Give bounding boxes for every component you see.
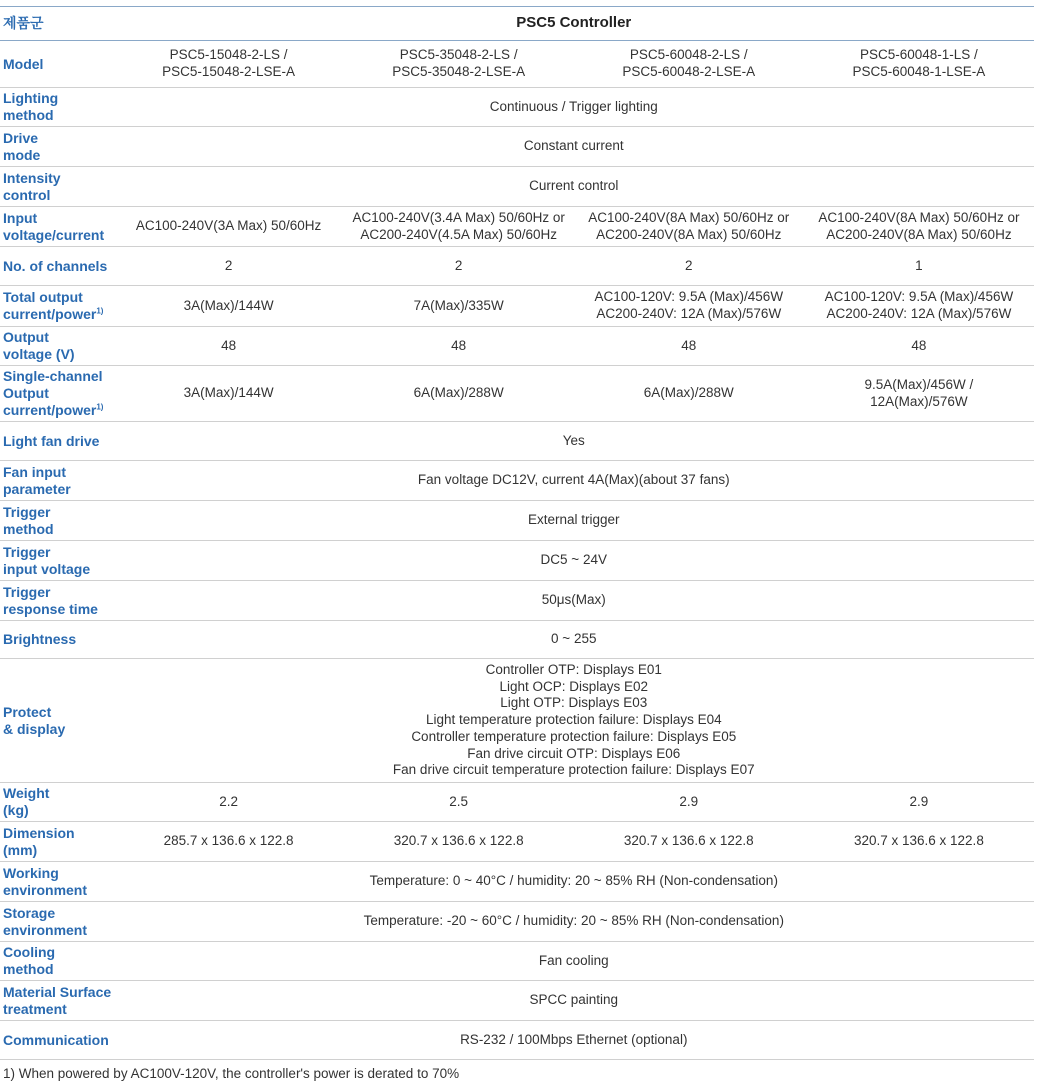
spec-row-channels: [0, 247, 1034, 286]
row-label-line: parameter: [3, 480, 71, 497]
row-label-line: Output: [3, 385, 49, 402]
spec-row-protect-display: [0, 659, 1034, 783]
cell-text: 50μs(Max): [541, 592, 606, 608]
value-cell-model-3: [574, 247, 804, 286]
spanned-value-cell: [114, 942, 1034, 981]
row-label-line: (mm): [3, 841, 38, 858]
cell-text: Light OTP: Displays E03: [500, 695, 648, 711]
footnote-marker: 1): [96, 402, 104, 412]
row-label: [0, 247, 114, 286]
spanned-value-cell: [114, 862, 1034, 902]
cell-text: Temperature: -20 ~ 60°C / humidity: 20 ~ 85% RH (Non-condensation): [363, 913, 784, 929]
value-cell-model-2: [344, 207, 574, 247]
cell-text: PSC5-35048-2-LS /: [399, 47, 518, 63]
value-cell-model-1: [114, 286, 344, 327]
spanned-value-cell: [114, 659, 1034, 783]
cell-text: Fan cooling: [538, 952, 609, 968]
row-label-line: Weight: [3, 785, 50, 802]
row-label-line: Protect: [3, 703, 52, 720]
row-label-line: Trigger: [3, 543, 51, 560]
cell-text: Fan drive circuit OTP: Displays E06: [467, 745, 681, 761]
spec-row-cooling-method: [0, 942, 1034, 981]
row-label-line: & display: [3, 720, 66, 737]
value-cell-model-2: [344, 822, 574, 862]
row-label: [0, 422, 114, 461]
row-label: [0, 127, 114, 167]
value-cell-model-2: [344, 366, 574, 422]
row-label-line: Drive: [3, 129, 39, 146]
row-label-text: current/power: [3, 401, 97, 418]
spec-row-communication: [0, 1021, 1034, 1060]
cell-text: AC200-240V(4.5A Max) 50/60Hz: [360, 226, 557, 242]
cell-text: Continuous / Trigger lighting: [489, 98, 658, 114]
spec-row-dimension: [0, 822, 1034, 862]
row-label-line: Fan input: [3, 463, 66, 480]
cell-text: Light temperature protection failure: Displays E04: [425, 712, 722, 728]
row-label-line: Output: [3, 329, 49, 346]
value-cell-model-2: [344, 327, 574, 366]
cell-text: AC100-120V: 9.5A (Max)/456W: [594, 289, 784, 305]
row-label-line: Trigger: [3, 583, 51, 600]
row-label-line: Light fan drive: [3, 432, 100, 449]
row-label: [0, 902, 114, 942]
value-cell-model-4: [804, 783, 1034, 822]
value-cell-model-4: [804, 822, 1034, 862]
row-label: [0, 461, 114, 501]
cell-text: 48: [911, 337, 927, 353]
row-label: [0, 88, 114, 127]
row-label-line: environment: [3, 921, 88, 938]
spanned-value-cell: [114, 902, 1034, 942]
cell-text: Light OCP: Displays E02: [499, 678, 649, 694]
value-cell-model-3: [574, 783, 804, 822]
spec-table-body: [0, 7, 1034, 1060]
row-label-line: method: [3, 107, 54, 123]
row-label-line: Storage: [3, 904, 56, 921]
cell-text: 320.7 x 136.6 x 122.8: [393, 833, 524, 849]
cell-text: PSC5-60048-1-LSE-A: [852, 64, 986, 79]
cell-text: 2.9: [909, 793, 929, 809]
cell-text: PSC5-35048-2-LSE-A: [392, 64, 526, 79]
row-label-line: Input: [3, 209, 38, 226]
value-cell-model-1: [114, 822, 344, 862]
row-label-line: Material Surface: [3, 983, 112, 1000]
cell-text: 2.5: [449, 793, 469, 809]
value-cell-model-4: [804, 327, 1034, 366]
spec-row-single-channel-output: [0, 366, 1034, 422]
row-label-line: Dimension: [3, 824, 75, 841]
cell-text: PSC5-60048-2-LS /: [629, 47, 748, 63]
cell-text: 3A(Max)/144W: [183, 297, 274, 313]
cell-text: 48: [451, 337, 467, 353]
spec-row-material-surface: [0, 981, 1034, 1021]
cell-text: 0 ~ 255: [551, 631, 597, 647]
cell-text: 2.9: [679, 793, 699, 809]
cell-text: 2: [454, 257, 463, 273]
cell-text: AC100-120V: 9.5A (Max)/456W: [824, 289, 1014, 305]
cell-text: External trigger: [527, 512, 620, 528]
cell-text: 12A(Max)/576W: [870, 393, 968, 409]
row-label-line: response time: [3, 600, 98, 617]
row-label-line: method: [3, 520, 54, 537]
spanned-value-cell: [114, 422, 1034, 461]
value-cell-model-2: [344, 783, 574, 822]
cell-text: 6A(Max)/288W: [413, 385, 504, 401]
value-cell-model-3: [574, 286, 804, 327]
spanned-value-cell: [114, 1021, 1034, 1060]
cell-text: AC100-240V(3.4A Max) 50/60Hz or: [352, 209, 565, 225]
cell-text: AC100-240V(8A Max) 50/60Hz or: [818, 209, 1020, 225]
cell-text: AC200-240V: 12A (Max)/576W: [826, 306, 1012, 321]
spanned-value-cell: [114, 501, 1034, 541]
cell-text: 48: [681, 337, 697, 353]
spanned-value-cell: [114, 127, 1034, 167]
cell-text: 2.2: [219, 793, 238, 809]
spanned-value-cell: [114, 88, 1034, 127]
cell-text: 2: [224, 257, 233, 273]
spec-row-total-output: [0, 286, 1034, 327]
value-cell-model-1: [114, 366, 344, 422]
cell-text: Temperature: 0 ~ 40°C / humidity: 20 ~ 85% RH (Non-condensation): [369, 873, 778, 889]
value-cell-model-4: [804, 366, 1034, 422]
spec-row-working-environment: [0, 862, 1034, 902]
row-label-line: control: [3, 186, 51, 203]
spec-row-trigger-response-time: [0, 581, 1034, 621]
value-cell-model-3: [574, 41, 804, 88]
cell-text: AC200-240V(8A Max) 50/60Hz: [826, 226, 1012, 242]
cell-text: Controller temperature protection failure: Displays E05: [411, 728, 737, 744]
row-label-line: voltage/current: [3, 226, 105, 243]
row-label: [0, 167, 114, 207]
row-label-line: Brightness: [3, 631, 77, 648]
cell-text: PSC5-15048-2-LS /: [169, 47, 288, 63]
row-label: [0, 581, 114, 621]
row-label-line: input voltage: [3, 560, 91, 577]
value-cell-model-3: [574, 366, 804, 422]
cell-text: Controller OTP: Displays E01: [485, 662, 662, 678]
row-label: [0, 286, 114, 327]
row-label-text: current/power: [3, 306, 97, 322]
row-label: [0, 659, 114, 783]
value-cell-model-1: [114, 41, 344, 88]
row-label-line: mode: [3, 146, 41, 163]
value-cell-model-4: [804, 286, 1034, 327]
value-cell-model-3: [574, 207, 804, 247]
cell-text: 3A(Max)/144W: [183, 385, 274, 401]
footnote-marker: 1): [96, 306, 104, 316]
row-label: [0, 207, 114, 247]
cell-text: 2: [685, 257, 693, 273]
row-label: [0, 1021, 114, 1060]
spanned-value-cell: [114, 461, 1034, 501]
row-label: [0, 822, 114, 862]
row-label-line: (kg): [3, 802, 29, 818]
cell-text: Yes: [562, 432, 585, 448]
cell-text: SPCC painting: [529, 992, 619, 1008]
row-label: [0, 327, 114, 366]
cell-text: 320.7 x 136.6 x 122.8: [853, 833, 984, 849]
row-label: [0, 501, 114, 541]
cell-text: 320.7 x 136.6 x 122.8: [623, 833, 754, 849]
cell-text: 285.7 x 136.6 x 122.8: [163, 833, 294, 849]
footnote: 1) When powered by AC100V-120V, the controller's power is derated to 70%: [3, 1066, 460, 1081]
spec-row-fan-input-parameter: [0, 461, 1034, 501]
row-label-line: environment: [3, 881, 88, 898]
value-cell-model-1: [114, 327, 344, 366]
value-cell-model-2: [344, 41, 574, 88]
spec-row-storage-environment: [0, 902, 1034, 942]
row-label: [0, 942, 114, 981]
row-label-line: No. of channels: [3, 257, 108, 274]
row-label: [0, 41, 114, 88]
row-label: [0, 783, 114, 822]
row-label: [0, 621, 114, 659]
cell-text: PSC5-60048-2-LSE-A: [622, 64, 756, 79]
spanned-value-cell: [114, 581, 1034, 621]
spanned-value-cell: [114, 167, 1034, 207]
row-label: [0, 981, 114, 1021]
row-label-line: Lighting: [3, 90, 59, 107]
row-label: [0, 366, 114, 422]
spec-row-lighting-method: [0, 88, 1034, 127]
spanned-value-cell: [114, 621, 1034, 659]
product-title: PSC5 Controller: [516, 14, 632, 32]
value-cell-model-3: [574, 327, 804, 366]
table-header-row: [0, 7, 1034, 41]
cell-text: 9.5A(Max)/456W /: [864, 376, 974, 392]
row-label-line: treatment: [3, 1000, 67, 1017]
spec-table: [0, 6, 1034, 1060]
spec-row-trigger-method: [0, 501, 1034, 541]
row-label: [0, 862, 114, 902]
row-label-line: Intensity: [3, 169, 61, 186]
cell-text: PSC5-15048-2-LSE-A: [162, 64, 295, 79]
cell-text: AC100-240V(3A Max) 50/60Hz: [135, 218, 322, 234]
row-label-line: Model: [3, 55, 44, 72]
spec-row-trigger-input-voltage: [0, 541, 1034, 581]
cell-text: RS-232 / 100Mbps Ethernet (optional): [460, 1031, 688, 1047]
cell-text: 7A(Max)/335W: [413, 297, 504, 313]
cell-text: DC5 ~ 24V: [540, 552, 607, 568]
row-label-line: voltage (V): [3, 346, 75, 362]
value-cell-model-1: [114, 247, 344, 286]
value-cell-model-1: [114, 783, 344, 822]
spanned-value-cell: [114, 541, 1034, 581]
spec-row-weight: [0, 783, 1034, 822]
row-label-line: Communication: [3, 1031, 109, 1048]
cell-text: AC100-240V(8A Max) 50/60Hz or: [588, 209, 790, 225]
row-label-line: method: [3, 961, 54, 977]
cell-text: PSC5-60048-1-LS /: [859, 47, 978, 63]
value-cell-model-4: [804, 41, 1034, 88]
cell-text: Constant current: [523, 138, 624, 154]
spec-row-output-voltage: [0, 327, 1034, 366]
row-label-line: Cooling: [3, 944, 56, 961]
category-label: 제품군: [3, 15, 44, 32]
cell-text: Fan voltage DC12V, current 4A(Max)(about 37 fans): [417, 472, 730, 488]
spec-row-light-fan-drive: [0, 422, 1034, 461]
value-cell-model-3: [574, 822, 804, 862]
row-label-line: [3, 402, 112, 419]
value-cell-model-4: [804, 207, 1034, 247]
cell-text: AC200-240V(8A Max) 50/60Hz: [596, 226, 782, 242]
value-cell-model-1: [114, 207, 344, 247]
cell-text: Fan drive circuit temperature protection failure: Displays E07: [392, 762, 755, 778]
row-label-line: Total output: [3, 289, 83, 306]
spec-row-brightness: [0, 621, 1034, 659]
row-label-line: Single-channel: [3, 368, 103, 385]
cell-text: 1: [915, 257, 923, 273]
row-label-line: [3, 306, 112, 323]
row-label-line: Working: [3, 864, 59, 881]
spec-row-model: [0, 41, 1034, 88]
spec-row-input-voltage-current: [0, 207, 1034, 247]
value-cell-model-4: [804, 247, 1034, 286]
value-cell-model-2: [344, 247, 574, 286]
row-label: [0, 541, 114, 581]
cell-text: 48: [221, 337, 237, 353]
spec-row-intensity-control: [0, 167, 1034, 207]
spanned-value-cell: [114, 981, 1034, 1021]
spec-row-drive-mode: [0, 127, 1034, 167]
value-cell-model-2: [344, 286, 574, 327]
cell-text: 6A(Max)/288W: [643, 385, 734, 401]
row-label-line: Trigger: [3, 503, 51, 520]
cell-text: AC200-240V: 12A (Max)/576W: [596, 306, 782, 321]
cell-text: Current control: [529, 178, 619, 194]
